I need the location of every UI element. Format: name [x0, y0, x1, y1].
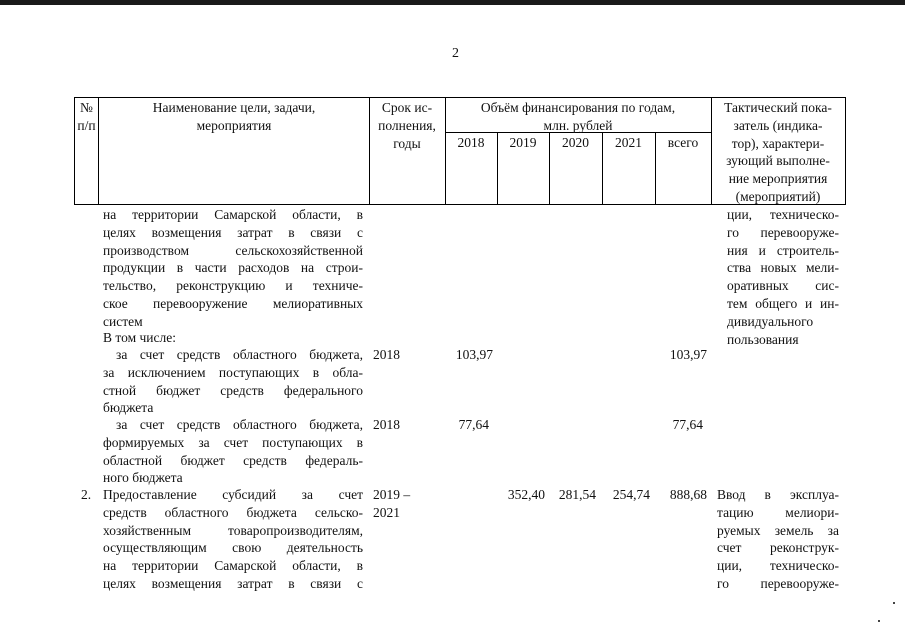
page-number: 2 [452, 46, 459, 61]
header-year-2019: 2019 [509, 135, 537, 150]
header-total: всего [667, 135, 699, 150]
sub-row-1-term: 2018 [373, 347, 400, 362]
sub-row-2-total: 77,64 [672, 417, 703, 432]
sub-row-2-2018: 77,64 [458, 417, 489, 432]
row-2-num: 2. [81, 487, 92, 502]
header-year-2020: 2020 [562, 135, 589, 150]
sub-row-1-2018: 103,97 [455, 347, 493, 362]
sub-row-1-total: 103,97 [669, 347, 707, 362]
row-2-2019: 352,40 [507, 487, 545, 502]
scan-speck [893, 602, 895, 604]
header-term: Срок ис- полнения, годы [378, 100, 436, 151]
row-2-2021: 254,74 [612, 487, 650, 502]
scan-speck [878, 620, 880, 622]
header-indicator: Тактический пока- затель (индика- тор), характери- зующий выполне- ние мероприятия (мероприятий) [724, 100, 832, 204]
sub-row-2-term: 2018 [373, 417, 400, 432]
table-top-line [74, 97, 845, 98]
row-2-2020: 281,54 [558, 487, 596, 502]
header-year-2021: 2021 [615, 135, 642, 150]
row-2-indicator: Ввод в эксплуа- тацию мелиори- руемых земель за счет реконструк- ции, техническо- го перевооруже- [717, 487, 839, 591]
row-2-term: 2019 – 2021 [373, 487, 411, 520]
sub-row-1-text: за счет средств областного бюджета, за исключением поступающих в обла- стной бюджет средств федерального бюджета [103, 347, 363, 416]
header-name: Наименование цели, задачи, мероприятия [152, 100, 316, 133]
table-right-line [845, 97, 846, 205]
header-funding: Объём финансирования по годам, млн. рублей [480, 100, 676, 133]
scan-top-border [0, 0, 905, 5]
continuation-text: на территории Самарской области, в целях возмещения затрат в связи с производством сельскохозяйственной продукции в части расходов на строи- тельство, реконструкцию и техниче- ское перевооружение мелиоративных систем [103, 207, 363, 329]
row-2-total: 888,68 [669, 487, 707, 502]
including-label: В том числе: [103, 330, 176, 345]
row-2-text: Предоставление субсидий за счет средств областного бюджета сельско- хозяйственным товаропроизводителям, осуществляющим свою деятельность на территории Самарской области, в целях возмещения затрат в связи с [103, 487, 363, 591]
header-year-2018: 2018 [457, 135, 485, 150]
header-num: № п/п [77, 100, 96, 133]
continuation-indicator: ции, техническо- го перевооруже- ния и строитель- ства новых мели- оративных сис- тем общего и ин- дивидуального пользования [727, 207, 839, 347]
sub-row-2-text: за счет средств областного бюджета, формируемых за счет поступающих в областной бюджет средств федераль- ного бюджета [103, 417, 363, 486]
